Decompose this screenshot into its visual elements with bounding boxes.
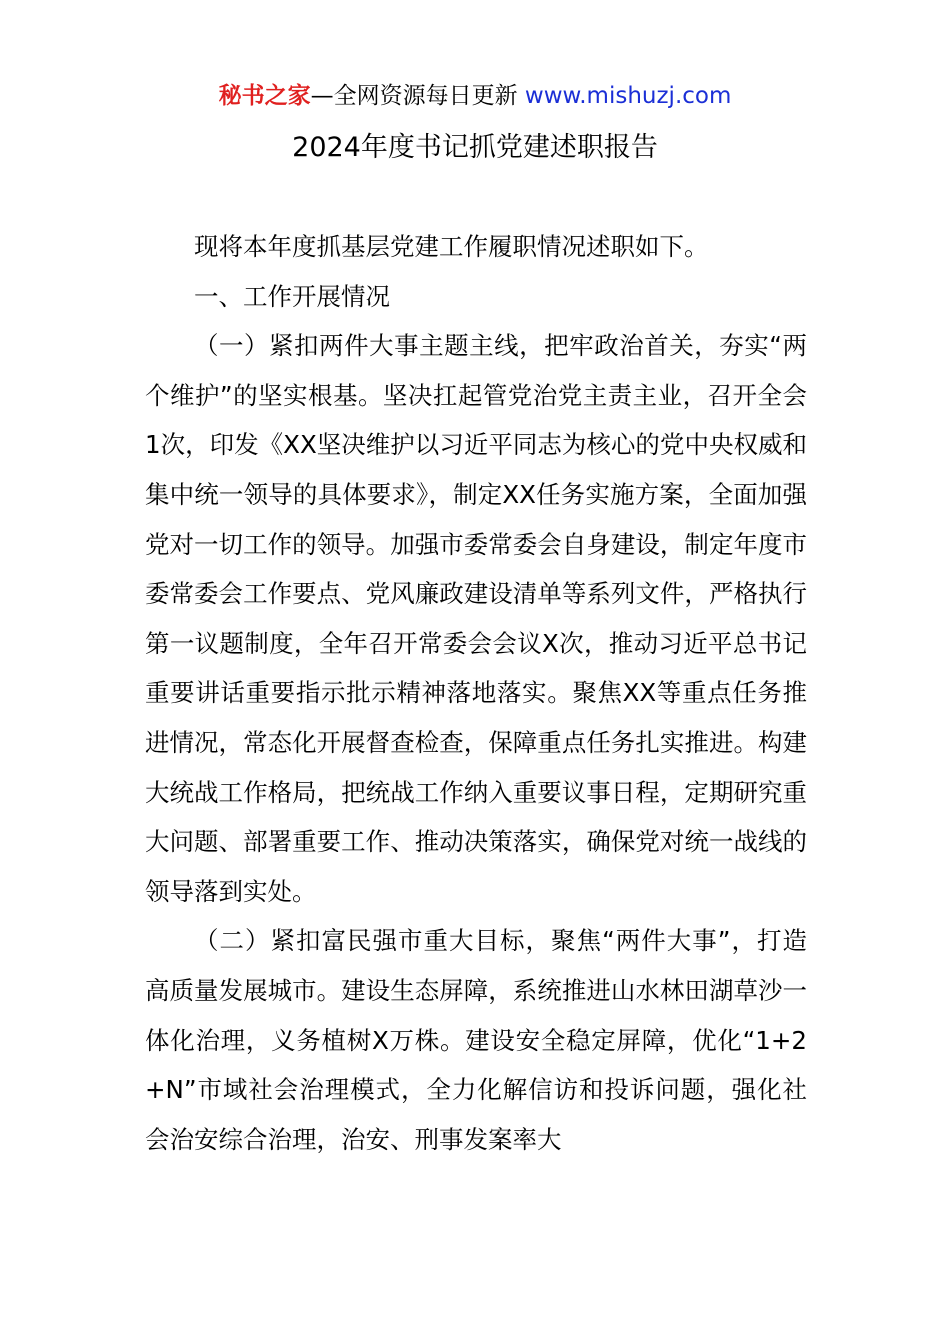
- site-header: [0, 80, 950, 112]
- brand-name: 秘书之家: [218, 83, 311, 109]
- section-heading: 一、工作开展情况: [194, 281, 390, 311]
- document-body: [145, 222, 807, 1164]
- header-tagline: —全网资源每日更新: [310, 83, 525, 109]
- body-paragraph: （一）紧扣两件大事主题主线，把牢政治首关，夯实“两个维护”的坚实根基。坚决扛起管党治党主责主业，召开全会1次，印发《XX坚决维护以习近平同志为核心的党中央权威和集中统一领导的具体要求》，制定XX任务实施方案，全面加强党对一切工作的领导。加强市委常委会自身建设，制定年度市委常委会工作要点、党风廉政建设清单等系列文件，严格执行第一议题制度，全年召开常委会会议X次，推动习近平总书记重要讲话重要指示批示精神落地落实。聚焦XX等重点任务推进情况，常态化开展督查检查，保障重点任务扎实推进。构建大统战工作格局，把统战工作纳入重要议事日程，定期研究重大问题、部署重要工作、推动决策落实，确保党对统一战线的领导落到实处。: [145, 331, 807, 906]
- document-title: 2024年度书记抓党建述职报告: [292, 132, 658, 163]
- body-paragraph: （二）紧扣富民强市重大目标，聚焦“两件大事”，打造高质量发展城市。建设生态屏障，系统推进山水林田湖草沙一体化治理，义务植树X万株。建设安全稳定屏障，优化“1+2+N”市域社会治理模式，全力化解信访和投诉问题，强化社会治安综合治理，治安、刑事发案率大: [145, 926, 807, 1154]
- intro-paragraph: 现将本年度抓基层党建工作履职情况述职如下。: [194, 232, 709, 261]
- site-url[interactable]: www.mishuzj.com: [524, 83, 732, 109]
